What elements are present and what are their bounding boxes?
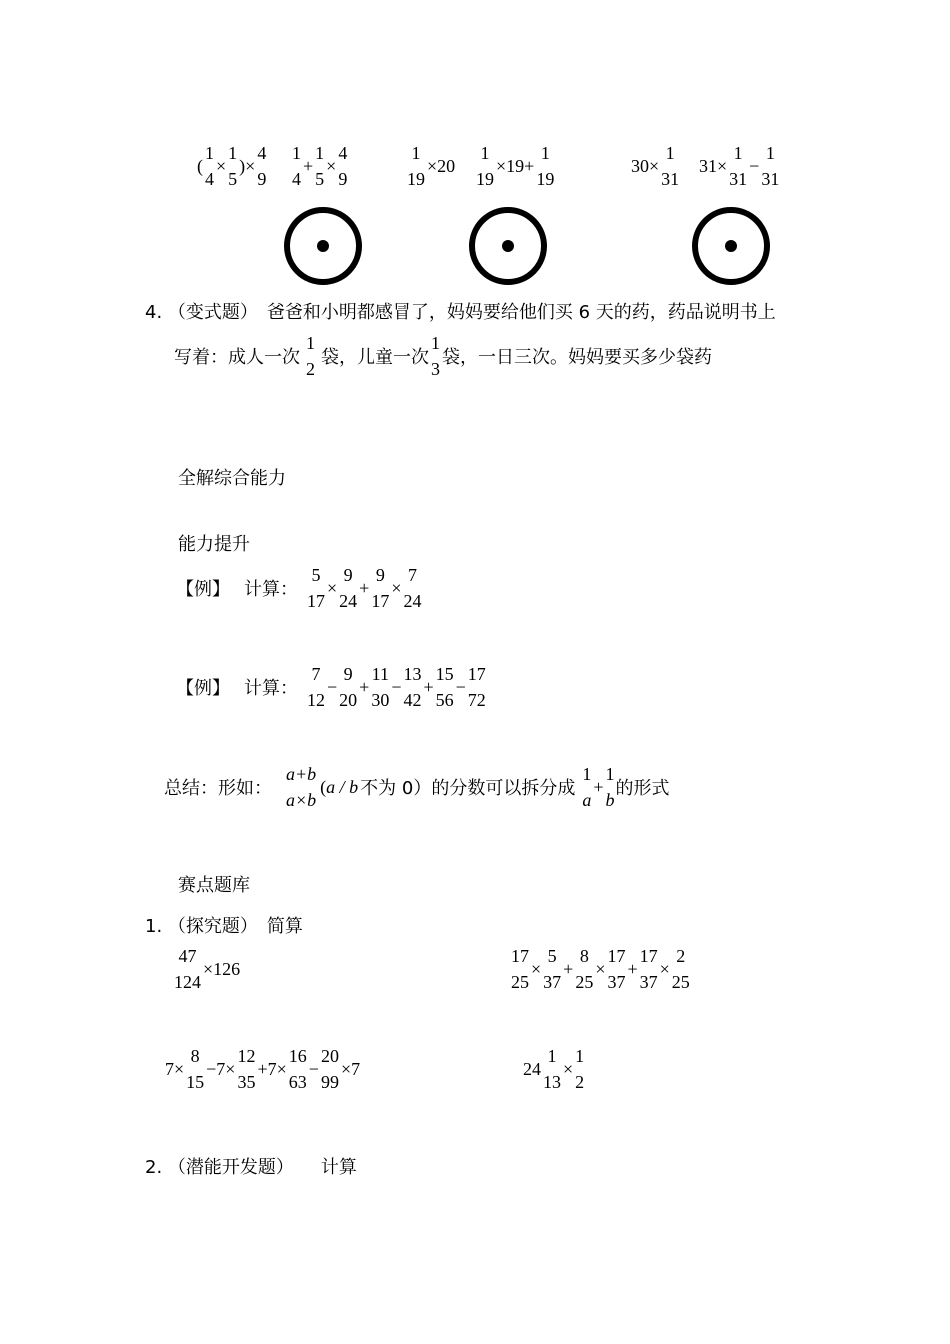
fraction: 8 25 bbox=[575, 946, 594, 992]
target-circle-icon bbox=[284, 207, 362, 285]
fraction: 17 25 bbox=[511, 946, 529, 992]
fraction: 17 37 bbox=[607, 946, 626, 992]
q4-line2: 写着：成人一次 1 2 袋，儿童一次 1 3 袋，一日三次。妈妈要买多少袋药 bbox=[174, 330, 712, 382]
fraction: 1 a bbox=[582, 764, 592, 810]
section-title: 全解综合能力 bbox=[178, 468, 286, 489]
target-dot-icon bbox=[317, 240, 329, 252]
fraction: 1 5 bbox=[315, 143, 325, 189]
fraction: 9 24 bbox=[339, 565, 358, 611]
fraction: 7 24 bbox=[403, 565, 422, 611]
example-label: 【例】 bbox=[176, 678, 230, 699]
example-2: 【例】 计算： 7 12 − 9 20 + 11 30 − 13 42 + 15 56 − 17 72 bbox=[176, 661, 487, 713]
target-circle-icon bbox=[692, 207, 770, 285]
fraction: 1 4 bbox=[292, 143, 301, 189]
expr-6: 31× 1 31 − 1 31 bbox=[698, 140, 780, 192]
fraction: 1 31 bbox=[761, 143, 780, 189]
fraction: 2 25 bbox=[671, 946, 690, 992]
fraction: 20 99 bbox=[320, 1046, 339, 1092]
fraction: 17 72 bbox=[467, 664, 486, 710]
expr-2: 1 4 + 1 5 × 4 9 bbox=[291, 140, 348, 192]
fraction: 1 2 bbox=[575, 1046, 585, 1092]
q1-title: 1. （探究题） 简算 bbox=[145, 916, 303, 937]
example-1: 【例】 计算： 5 17 × 9 24 + 9 17 × 7 24 bbox=[176, 562, 422, 614]
expr-row-top bbox=[196, 140, 267, 192]
fraction: 47 124 bbox=[174, 946, 201, 992]
fraction: 1 3 bbox=[431, 333, 440, 379]
fraction: 1 31 bbox=[661, 143, 680, 189]
fraction: 12 35 bbox=[237, 1046, 256, 1092]
fraction: 1 19 bbox=[407, 143, 425, 189]
example-label: 【例】 bbox=[176, 579, 230, 600]
expr-3: 1 19 ×20 bbox=[406, 140, 456, 192]
expr-5: 30× 1 31 bbox=[630, 140, 680, 192]
fraction: 1 13 bbox=[543, 1046, 561, 1092]
fraction: 17 37 bbox=[639, 946, 658, 992]
fraction: 5 17 bbox=[307, 565, 325, 611]
fraction: 1 5 bbox=[228, 143, 238, 189]
q1-c: 7× 8 15 −7× 12 35 +7× 16 63 − 20 99 ×7 bbox=[164, 1043, 361, 1095]
q4-line1: 4. （变式题） 爸爸和小明都感冒了，妈妈要给他们买 6 天的药，药品说明书上 bbox=[145, 302, 776, 323]
target-circle-icon bbox=[469, 207, 547, 285]
fraction: 1 19 bbox=[536, 143, 555, 189]
section-title: 能力提升 bbox=[178, 534, 250, 555]
q1-a: 47 124 ×126 bbox=[173, 943, 241, 995]
fraction: 9 20 bbox=[339, 664, 358, 710]
fraction: 1 19 bbox=[476, 143, 494, 189]
expr-4: 1 19 ×19+ 1 19 bbox=[475, 140, 555, 192]
target-dot-icon bbox=[502, 240, 514, 252]
expr-6-wrap bbox=[698, 140, 780, 192]
fraction: 5 37 bbox=[543, 946, 562, 992]
fraction: 9 17 bbox=[371, 565, 390, 611]
section-title: 赛点题库 bbox=[178, 875, 250, 896]
fraction: 8 15 bbox=[186, 1046, 205, 1092]
expr-1: ( 1 4 × 1 5 )× 4 9 bbox=[196, 140, 267, 192]
fraction: 4 9 bbox=[257, 143, 267, 189]
q1-d: 24 1 13 × 1 2 bbox=[522, 1043, 585, 1095]
expr-5-wrap bbox=[630, 140, 680, 192]
fraction: a+b a×b bbox=[286, 764, 317, 810]
q1-b: 17 25 × 5 37 + 8 25 × 17 37 + 17 37 × 2 25 bbox=[510, 943, 691, 995]
fraction: 1 2 bbox=[306, 333, 315, 379]
expr-2-wrap bbox=[291, 140, 348, 192]
fraction: 16 63 bbox=[288, 1046, 307, 1092]
fraction: 1 b bbox=[605, 764, 615, 810]
fraction: 13 42 bbox=[403, 664, 422, 710]
target-dot-icon bbox=[725, 240, 737, 252]
fraction: 15 56 bbox=[435, 664, 454, 710]
summary: 总结：形如： a+b a×b ( a / b 不为 0）的分数可以拆分成 1 a + 1 b 的形式 bbox=[164, 761, 670, 813]
fraction: 1 4 bbox=[205, 143, 214, 189]
fraction: 1 31 bbox=[729, 143, 748, 189]
fraction: 11 30 bbox=[371, 664, 390, 710]
expr-4-wrap bbox=[475, 140, 555, 192]
fraction: 4 9 bbox=[338, 143, 348, 189]
expr-3-wrap bbox=[406, 140, 456, 192]
q2-title: 2. （潜能开发题） 计算 bbox=[145, 1157, 357, 1178]
fraction: 7 12 bbox=[307, 664, 325, 710]
